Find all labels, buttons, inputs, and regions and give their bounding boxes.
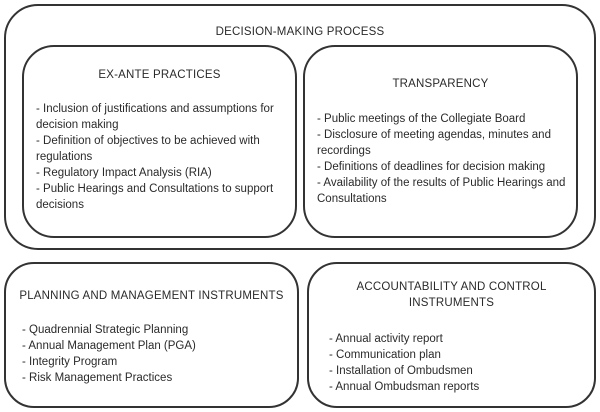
ex-ante-practices-list bbox=[36, 101, 287, 213]
list-item: - Availability of the results of Public Hearings and Consultations bbox=[317, 177, 566, 205]
list-item: - Inclusion of justifications and assumptions for decision making bbox=[36, 103, 274, 131]
list-item: - Public meetings of the Collegiate Board bbox=[317, 113, 526, 125]
planning-management-instruments-box bbox=[4, 262, 299, 408]
transparency-box bbox=[303, 45, 578, 238]
planning-management-instruments-title: PLANNING AND MANAGEMENT INSTRUMENTS bbox=[19, 290, 284, 302]
list-item: - Communication plan bbox=[329, 349, 441, 361]
ex-ante-practices-title: EX-ANTE PRACTICES bbox=[98, 69, 221, 81]
accountability-control-instruments-box bbox=[307, 262, 596, 408]
decision-making-process-box bbox=[4, 4, 596, 250]
list-item: - Quadrennial Strategic Planning bbox=[22, 324, 189, 336]
ex-ante-practices-box bbox=[22, 45, 297, 238]
list-item: - Public Hearings and Consultations to support decisions bbox=[36, 183, 274, 211]
accountability-control-instruments-list bbox=[329, 331, 588, 395]
list-item: - Integrity Program bbox=[22, 356, 118, 368]
list-item: - Definitions of deadlines for decision making bbox=[317, 161, 546, 173]
decision-making-process-title: DECISION-MAKING PROCESS bbox=[215, 26, 385, 38]
transparency-list bbox=[317, 111, 570, 207]
list-item: - Regulatory Impact Analysis (RIA) bbox=[36, 167, 212, 179]
list-item: - Disclosure of meeting agendas, minutes and recordings bbox=[317, 129, 551, 157]
planning-management-instruments-list bbox=[22, 322, 291, 386]
accountability-control-instruments-title: ACCOUNTABILITY AND CONTROL INSTRUMENTS bbox=[356, 281, 547, 309]
list-item: - Annual Management Plan (PGA) bbox=[22, 340, 196, 352]
transparency-title: TRANSPARENCY bbox=[392, 78, 489, 90]
list-item: - Definition of objectives to be achieved with regulations bbox=[36, 135, 260, 163]
list-item: - Annual activity report bbox=[329, 333, 443, 345]
list-item: - Annual Ombudsman reports bbox=[329, 381, 480, 393]
list-item: - Installation of Ombudsmen bbox=[329, 365, 473, 377]
list-item: - Risk Management Practices bbox=[22, 372, 173, 384]
